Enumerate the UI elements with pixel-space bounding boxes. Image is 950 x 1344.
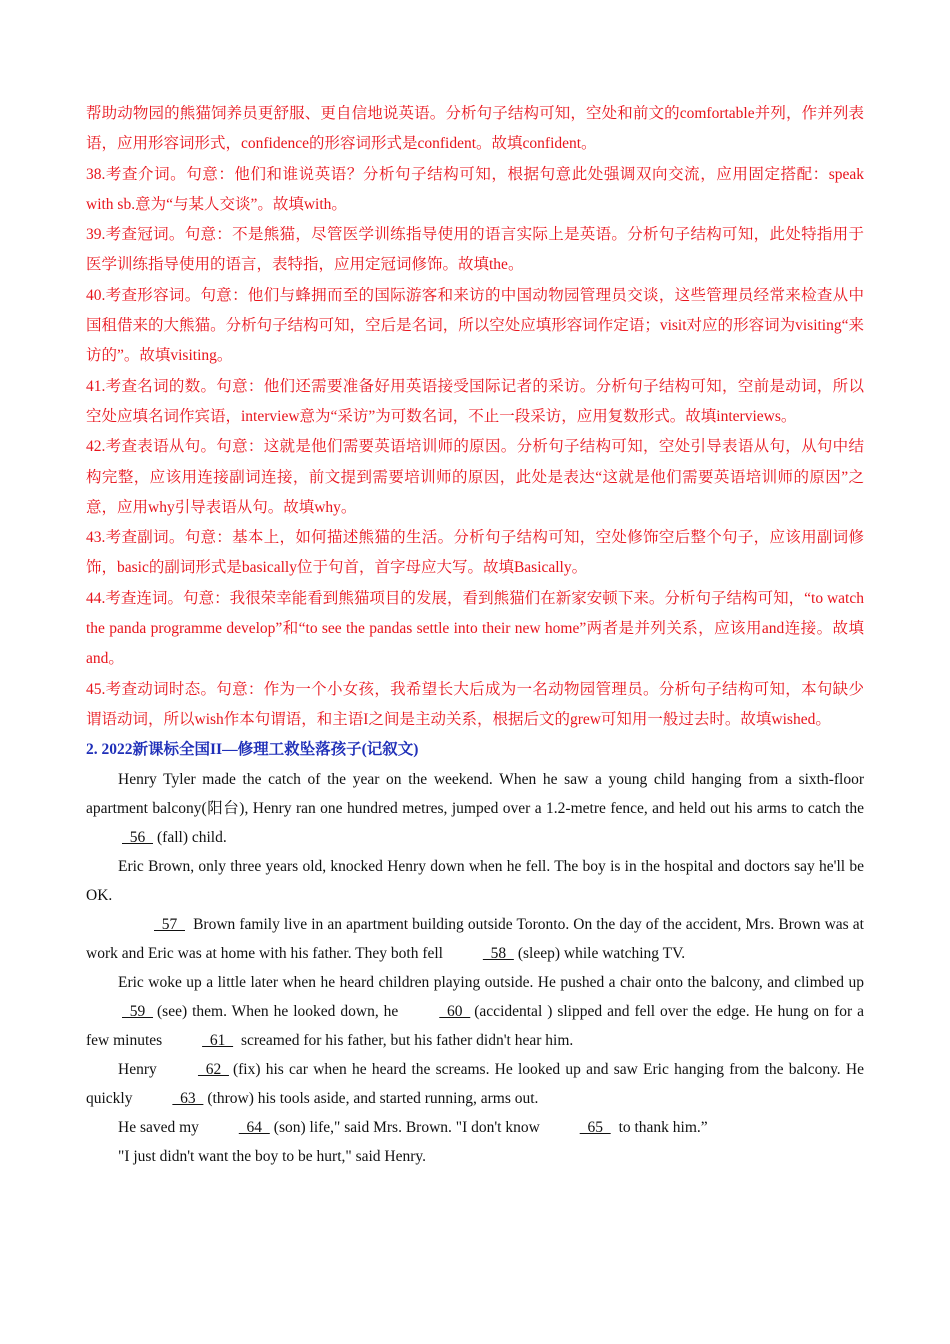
blank-58[interactable]: 58 (482, 945, 514, 963)
answer-39: 39.考查冠词。句意：不是熊猫，尽管医学训练指导使用的语言实际上是英语。分析句子结构可知，此处特指用于医学训练指导使用的语言，表特指，应用定冠词修饰。故填the。 (86, 226, 864, 274)
blank-59[interactable]: 59 (122, 1003, 153, 1021)
passage-paragraph-1: Henry Tyler made the catch of the year on the weekend. When he saw a young child hanging from a sixth-floor apartment balcony(阳台), Henry ran one hundred metres, jumped over a 1.2-metre fence, and held out his arms to catch the 56 (fall) child. (86, 765, 864, 852)
blank-60[interactable]: 60 (439, 1003, 471, 1021)
blank-64[interactable]: 64 (238, 1119, 270, 1137)
passage-paragraph-3: 57 Brown family live in an apartment building outside Toronto. On the day of the accident, Mrs. Brown was at work and Eric was at home with his father. They both fell 58 (sleep) while watching TV. (86, 910, 864, 968)
blank-65[interactable]: 65 (579, 1119, 611, 1137)
answer-41: 41.考查名词的数。句意：他们还需要准备好用英语接受国际记者的采访。分析句子结构可知，空前是动词，所以空处应填名词作宾语，interview意为“采访”为可数名词，不止一段采访，应用复数形式。故填interviews。 (86, 377, 864, 425)
answer-45: 45.考查动词时态。句意：作为一个小女孩，我希望长大后成为一名动物园管理员。分析句子结构可知，本句缺少谓语动词，所以wish作本句谓语，和主语I之间是主动关系，根据后文的grew可知用一般过去时。故填wished。 (86, 680, 864, 728)
answer-43: 43.考查副词。句意：基本上，如何描述熊猫的生活。分析句子结构可知，空处修饰空后整个句子，应该用副词修饰，basic的副词形式是basically位于句首，首字母应大写。故填Basically。 (86, 529, 864, 577)
answer-37-continued: 帮助动物园的熊猫饲养员更舒服、更自信地说英语。分析句子结构可知，空处和前文的comfortable并列，作并列表语，应用形容词形式，confidence的形容词形式是confident。故填confident。 (86, 105, 864, 153)
passage-paragraph-7: "I just didn't want the boy to be hurt," said Henry. (118, 1148, 427, 1166)
answer-42: 42.考查表语从句。句意：这就是他们需要英语培训师的原因。分析句子结构可知，空处引导表语从句，从句中结构完整，应该用连接副词连接，前文提到需要培训师的原因，此处是表达“这就是他们需要英语培训师的原因”之意，应用why引导表语从句。故填why。 (86, 438, 864, 516)
section-heading: 2. 2022新课标全国II—修理工救坠落孩子(记叙文) (86, 741, 419, 759)
blank-61[interactable]: 61 (202, 1032, 234, 1050)
document-page (86, 99, 864, 1171)
answer-38: 38.考查介词。句意：他们和谁说英语？分析句子结构可知，根据句意此处强调双向交流，应用固定搭配：speak with sb.意为“与某人交谈”。故填with。 (86, 165, 864, 213)
passage-paragraph-5: Henry 62 (fix) his car when he heard the screams. He looked up and saw Eric hanging from the balcony. He quickly 63 (throw) his tools aside, and started running, arms out. (86, 1055, 864, 1113)
passage-paragraph-2: Eric Brown, only three years old, knocked Henry down when he fell. The boy is in the hospital and doctors say he'll be OK. (86, 858, 864, 905)
blank-62[interactable]: 62 (197, 1061, 229, 1079)
answer-40: 40.考查形容词。句意：他们与蜂拥而至的国际游客和来访的中国动物园管理员交谈，这些管理员经常来检查从中国租借来的大熊猫。分析句子结构可知，空后是名词，所以空处应填形容词作定语；visit对应的形容词为visiting“来访的”。故填visiting。 (86, 286, 864, 365)
passage-paragraph-4: Eric woke up a little later when he heard children playing outside. He pushed a chair onto the balcony, and climbed up 59 (see) them. When he looked down, he 60 (accidental ) slipped and fell over the edge. He hung on for a few minutes 61 screamed for his father, but his father didn't hear him. (86, 968, 864, 1055)
passage-paragraph-6: He saved my 64 (son) life," said Mrs. Brown. "I don't know 65 to thank him.” (86, 1113, 864, 1142)
blank-63[interactable]: 63 (172, 1090, 204, 1108)
blank-56[interactable]: 56 (122, 829, 153, 847)
answer-44: 44.考查连词。句意：我很荣幸能看到熊猫项目的发展，看到熊猫们在新家安顿下来。分析句子结构可知，“to watch the panda programme develop”和“to see the pandas settle into their new home”两者是并列关系，应该用and连接。故填and。 (86, 589, 864, 668)
blank-57[interactable]: 57 (154, 916, 185, 934)
